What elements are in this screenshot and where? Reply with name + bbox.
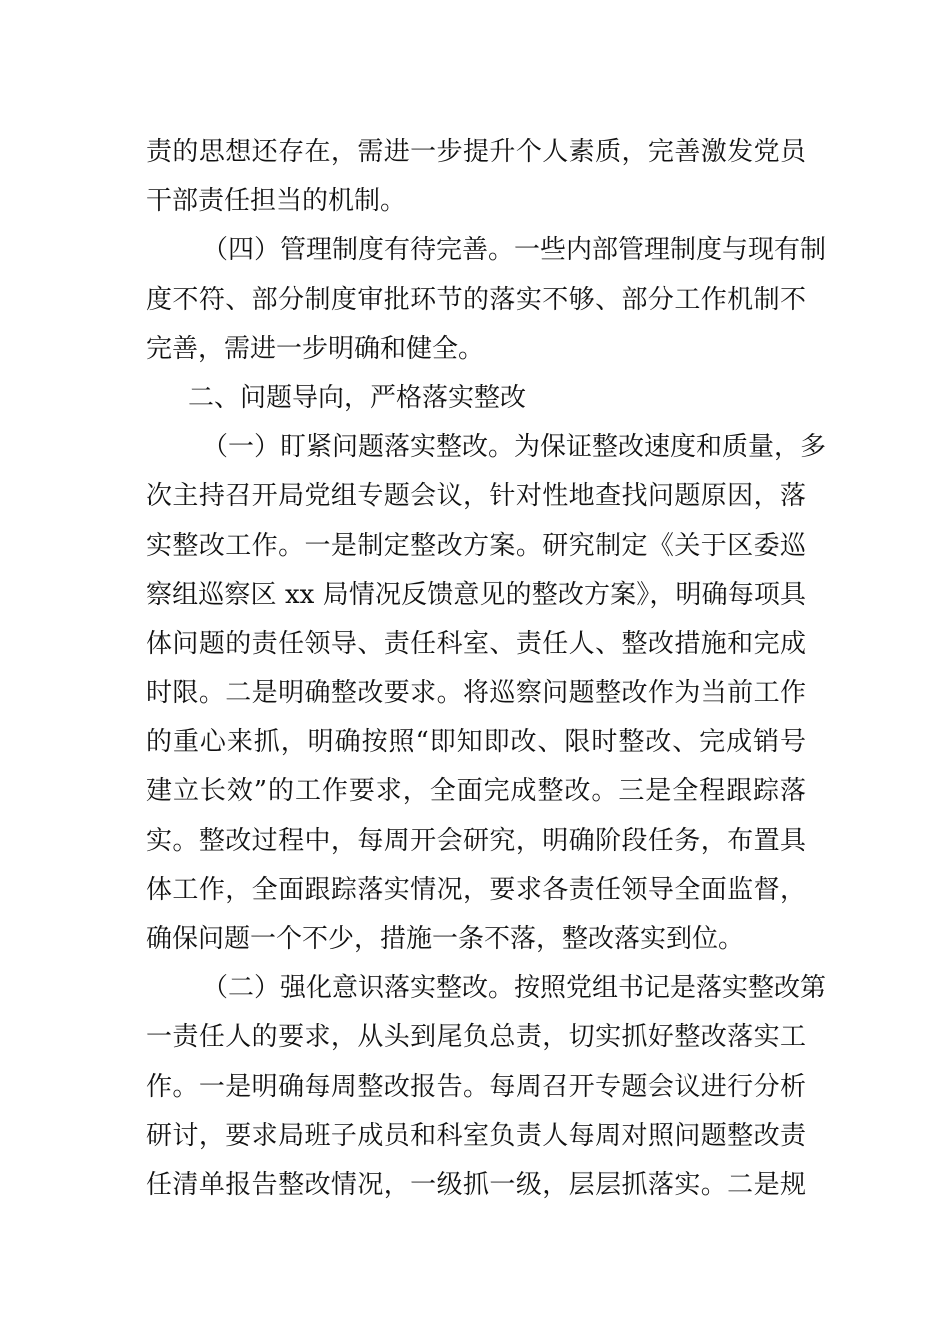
text-line: 责的思想还存在，需进一步提升个人素质，完善激发党员 <box>146 137 806 167</box>
text-line: 建立长效”的工作要求，全面完成整改。三是全程跟踪落 <box>146 776 806 807</box>
paragraph-heading-line: （二）强化意识落实整改。按照党组书记是落实整改第 <box>202 973 827 1004</box>
text-line: 一责任人的要求，从头到尾负总责，切实抓好整改落实工 <box>146 1022 806 1053</box>
text-line: 干部责任担当的机制。 <box>146 186 407 217</box>
text-line: 确保问题一个不少，措施一条不落，整改落实到位。 <box>146 924 745 954</box>
text-line: 研讨，要求局班子成员和科室负责人每周对照问题整改责 <box>146 1120 806 1151</box>
text-line: 次主持召开局党组专题会议，针对性地查找问题原因，落 <box>146 481 806 512</box>
text-line: 时限。二是明确整改要求。将巡察问题整改作为当前工作 <box>146 678 806 709</box>
text-line: 作。一是明确每周整改报告。每周召开专题会议进行分析 <box>146 1071 806 1102</box>
paragraph-heading-line: （一）盯紧问题落实整改。为保证整改速度和质量，多 <box>202 432 827 463</box>
text-line: 体工作，全面跟踪落实情况，要求各责任领导全面监督， <box>146 874 806 905</box>
text-line: 体问题的责任领导、责任科室、责任人、整改措施和完成 <box>146 628 806 659</box>
text-line: 实。整改过程中，每周开会研究，明确阶段任务，布置具 <box>146 825 806 856</box>
text-line: 任清单报告整改情况，一级抓一级，层层抓落实。二是规 <box>146 1169 806 1200</box>
text-line: 察组巡察区 xx 局情况反馈意见的整改方案》，明确每项具 <box>146 579 806 610</box>
text-line: 完善，需进一步明确和健全。 <box>146 333 485 364</box>
text-line: 度不符、部分制度审批环节的落实不够、部分工作机制不 <box>146 284 806 315</box>
section-heading: 二、问题导向，严格落实整改 <box>188 382 527 413</box>
document-body <box>146 128 827 1210</box>
paragraph-heading-line: （四）管理制度有待完善。一些内部管理制度与现有制 <box>202 235 827 266</box>
text-line: 的重心来抓，明确按照“即知即改、限时整改、完成销号 <box>146 727 806 758</box>
text-line: 实整改工作。一是制定整改方案。研究制定《关于区委巡 <box>146 530 806 561</box>
